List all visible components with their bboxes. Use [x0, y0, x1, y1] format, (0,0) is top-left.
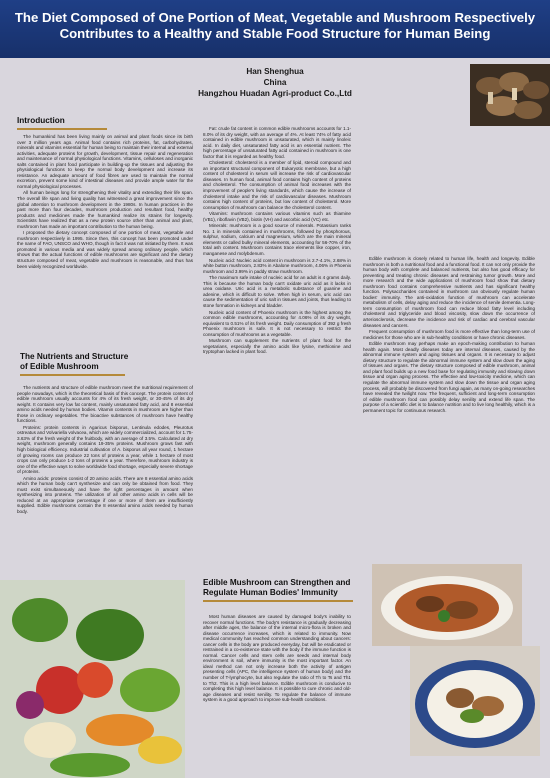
- middle-paragraph-5: Nucleic acid: Nucleic acid content in mushroom is 2.7-4.1%, 2.68% in white button mushroom, 2.83% in Abalone mushroom, 4.06% in Phoenix mushroom and 3.99% in paddy straw mushroom.: [203, 257, 351, 274]
- middle-column-text: [203, 126, 351, 576]
- right-column-text: [363, 256, 535, 556]
- immunity-text: [203, 614, 351, 772]
- nutrients-text: [17, 385, 193, 563]
- right-paragraph-2: Frequent consumption of mushroom food is more effective than long-term use of medicines for those who are in sub-healthy conditions or have chronic diseases.: [363, 329, 535, 340]
- middle-paragraph-3: Vitamins: mushroom contains various vitamins such as thiamine (VB1), riboflavin (VB2), biotin (VH) and ascorbic acid (VC) etc.: [203, 211, 351, 222]
- middle-paragraph-1: Fat: crude fat content in common edible mushrooms accounts for 1.1-8.0% of its dry weight, with an average of 4%. At least 74% of fatty acid contained in edible mushroom is unsaturated, which is mainly linoleic acid. In daily diet, unsaturated fatty acid is an essential nutrient. The high percentage of unsaturated fatty acid contained in mushroom is one factor that it is regarded as healthy food.: [203, 126, 351, 159]
- mushroom-photo: [470, 64, 550, 126]
- heading-rule: [17, 128, 107, 130]
- heading-rule: [20, 374, 125, 376]
- poster-title-line-1: The Diet Composed of One Portion of Meat, Vegetable and Mushroom Respectively: [14, 10, 536, 25]
- heading-nutrients-line-2: of Edible Mushroom: [20, 362, 99, 371]
- middle-paragraph-6: The maximum safe intake of nucleic acid for an adult is 4 grams daily. This is because the human body can't oxidate uric acid as it lacks in urea oxidase. Uric acid is a metabolic substance of guanine and adenine, which is difficult to solve. When high in serum, uric acid can cause the sedimentation of uric salt in tissues and joints, thus leading to stone formation in kidneys and bladder.: [203, 275, 351, 308]
- introduction-text: [17, 134, 193, 358]
- nutrients-paragraph-1: The nutrients and structure of edible mushroom meet the nutritional requirement of people nowadays, which is the theoretical basis of this concept. The protein content of edible mushroom usually accounts for 4% of its fresh weight, or 30-45% of its dry weight. It contains very low fat content, mainly unsaturated fatty acid, and 8 essential amino acids needed by human bodies. Vitamin contents in mushroom are higher than those in ordinary vegetables. The bioactive substances of mushroom have healthy functions.: [17, 385, 193, 424]
- heading-introduction-text: Introduction: [17, 116, 65, 125]
- heading-nutrients-line-1: The Nutrients and Structure: [20, 352, 129, 361]
- poster-title-line-2: Contributes to a Healthy and Stable Food Structure for Human Being: [59, 26, 491, 41]
- middle-paragraph-2: Cholesterol: cholesterol is a member of lipid, steroid compound and an important structural component of Eukaryotic membrane, but a high content of cholesterol in serum will increase the risk of cardiovascular diseases. In human food, animal food contains high content of proteins and cholesterol. The consumption of animal food increases with the improvement of people's living standards, which cause the increase of cholesterol intake and the risk of cardiovascular diseases. Mushroom contains high content of proteins, but low content of cholesterol. More consumption of mushroom can balance the cholesterol content.: [203, 160, 351, 210]
- middle-paragraph-7: Nucleic acid content of Phoenix mushroom is the highest among the common edible mushrooms, accounting for 4.06% of its dry weight, equivalent to 0.51% of its fresh weight. Daily consumption of 392 g fresh Phoenix mushroom is safe. It is not necessary to restrict the consumption of mushrooms as a vegetable.: [203, 309, 351, 337]
- author-block: [0, 66, 550, 99]
- intro-paragraph-2: All human beings long for strengthening their vitality and extending their life span. The overall life span and living quality has witnessed a great improvement since the global attention to mushroom development in the 1980s. In human practices in the past more than four decades, mushroom production and resultant food, healthy products and medicines made the humankind realize its strains for longevity. Scientists have realized that as a new protein source other than animal and plant, mushroom has made an important contribution to the human being.: [17, 190, 193, 229]
- immunity-paragraph-1: Most human diseases are caused by damaged body's inability to recover normal functions. The body's resistance is gradually decreasing after middle ages, the balance of the internal micro-flora is broken and disease occurrence increases, which is related to immunity. Now medical community has reached common understanding about cancers: cancer cells in the body are produced everyday, but will be eradicated or restrained in a co-existence state with the body if the immune function is normal. Cancer cells and stem cells are seeds and internal body environment is soil, where immunity is the most important factor. An ideal method can not only increase both the activity of antigen presenting cells (APC, the intelligence system of human body) and the number of T-lymphocyte, but also regulate the ratio of Th to Ts and Th1 to Th2. This is a high level balance. Edible mushroom is conducive to completing this high level balance. It is possible to cure chronic and old-age diseases and resist senility. To regulate the balance of immune system is a good approach to improve sub-health conditions.: [203, 614, 351, 703]
- heading-rule: [203, 600, 353, 602]
- dish-photo-top: [372, 564, 522, 646]
- author-country: China: [263, 78, 287, 87]
- dish-photo-bottom: [410, 646, 540, 756]
- nutrients-paragraph-3: Amino acids: proteins consist of 20 amino acids. There are 8 essential amino acids which the human body can't synthesize and can only be obtained from food. They must exist simultaneously and have the right percentages in amount when synthesizing into proteins. The utilization of all other amino acids in cells will be reduced at an appropriate percentage if one or more of them are insufficiently supplied. Edible mushrooms contain the 8 essential amino acids needed by human body.: [17, 475, 193, 515]
- right-paragraph-3: Edible mushroom may perhaps make an epoch-making contribution to human health again. Most deadly diseases today are internal diseases, caused by the abnormal immune system and aging tissues and organs. It is necessary to adjust dietary structure to regulate the abnormal immune system and slow down the aging of tissues and organs. The dietary structure composed of edible mushroom, animal and plant food builds up a new food base for regulating immunity and slowing down tissue and organ aging process. The effective and low-toxicity medicine, which can regulate the abnormal immune system and slow down the tissue and organ aging process, will probably be discovered from fungi again, as many on-going researches have revealed the twilight now. The frequent, sufficient and long-term consumption of edible mushroom food can possibly delay senility and extend life span. The purpose of a scientific diet is to balance nutrition and to live long healthily, which is a permanent topic for continuous research.: [363, 341, 535, 413]
- intro-paragraph-3: I proposed the dietary concept composed of one portion of meat, vegetable and mushroom respectively in 1995. Since then, this concept has been promoted under the name of FAO, UNSCO and WHO, though in fact it was not initiated by them. It was promoted in various media and was widely spread among ordinary people, which shows that the actual functions of edible mushrooms are significant and the dietary structure composed of meat, vegetable and mushroom is reasonable, and thus has been widely recognized worldwide.: [17, 230, 193, 269]
- heading-immunity-line-2: Regulate Human Bodies' Immunity: [203, 588, 338, 597]
- middle-paragraph-4: Minerals: mushroom is a good source of minerals. Potassium ranks No. 1 in minerals contained in mushrooms, followed by phosphorous, sulphur, sodium, calcium and magnesium, which are the main mineral elements or called bulky mineral elements, accounting for 56-70% of the total ash content. Mushroom contains trace elements like copper, iron, manganese and molybdenum.: [203, 223, 351, 257]
- author-name: Han Shenghua: [246, 67, 304, 76]
- heading-immunity: [203, 578, 350, 598]
- heading-nutrients: [20, 352, 128, 372]
- vegetables-photo: [0, 580, 185, 778]
- middle-paragraph-8: Mushroom can supplement the nutrients of plant food for the vegetarians, especially the amino acids like lysine, methionine and tryptophan lacked in plant food.: [203, 338, 351, 355]
- heading-introduction: [17, 116, 65, 126]
- nutrients-paragraph-2: Proteins: protein contents in Agaricus bisporus, Lentinula edodes, Pleurotus ostreatus and Volvariella volvacea, which are widely commercialized, account for 1.75-3.63% of the fresh weight of the fruitbody, with an average of 3.5%. Calculated at dry weight, mushroom generally contains 19-35% proteins. Mushroom grows fast with high biological efficiency. Industrial cultivation of A. bisporus all year round, 1 hectare of growing rooms can produce 22 tons of proteins a year, while 1 hectare of most crops can only produce 1-2 tons of proteins a year. Therefore, mushroom industry is one of the effective ways to solve worldwide food shortage, especially severe shortage of proteins.: [17, 424, 193, 475]
- title-banner: [0, 0, 550, 58]
- heading-immunity-line-1: Edible Mushroom can Strengthen and: [203, 578, 351, 587]
- right-paragraph-1: Edible mushroom is closely related to human life, health and longevity. Edible mushroom is both a nutritional food and a functional food. It can not only provide the human body with complete and balanced nutrients, but also has good efficacy for preventing and treating chronic diseases and restraining tumor growth. More and more research and the wide applications of mushroom food show that dietary mushroom food contains comprehensive nutrients and has significant healthy function. Polysaccharides contained in mushroom can obviously regulate human bodies' immunity. The anti-oxidation function of mushroom can accelerate metabolism of cells, delay aging and reduce the incidence of senile dementia. Long-term consumption of mushroom food can reduce blood fatty level including cholesterol and triglyceride and blood viscosity, slow down the occurrence of arteriosclerosis, decrease the incidence and risk of cardiac and cerebral vascular diseases and cancers.: [363, 256, 535, 328]
- author-affiliation: Hangzhou Huadan Agri-product Co.,Ltd: [198, 89, 352, 98]
- intro-paragraph-1: The humankind has been living mainly on animal and plant foods since its birth over 3 million years ago. Animal food contains rich proteins, fat, carbohydrates, minerals and vitamins essential for human being to maintain their internal and external activities, adequate proteins for growth, development, tissue repair and regeneration and maintenance of normal physiological functions. Vitamins, celluloses and inorganic salts contained in plant food participate in building-up the tissues and adjusting the physiological functions to keep the normal body development and increase its resistance. An adequate amount of food fibres are used to maintain the normal excretion, prevent some kind of intestinal diseases and provide ample water for the normal physiological processes.: [17, 134, 193, 189]
